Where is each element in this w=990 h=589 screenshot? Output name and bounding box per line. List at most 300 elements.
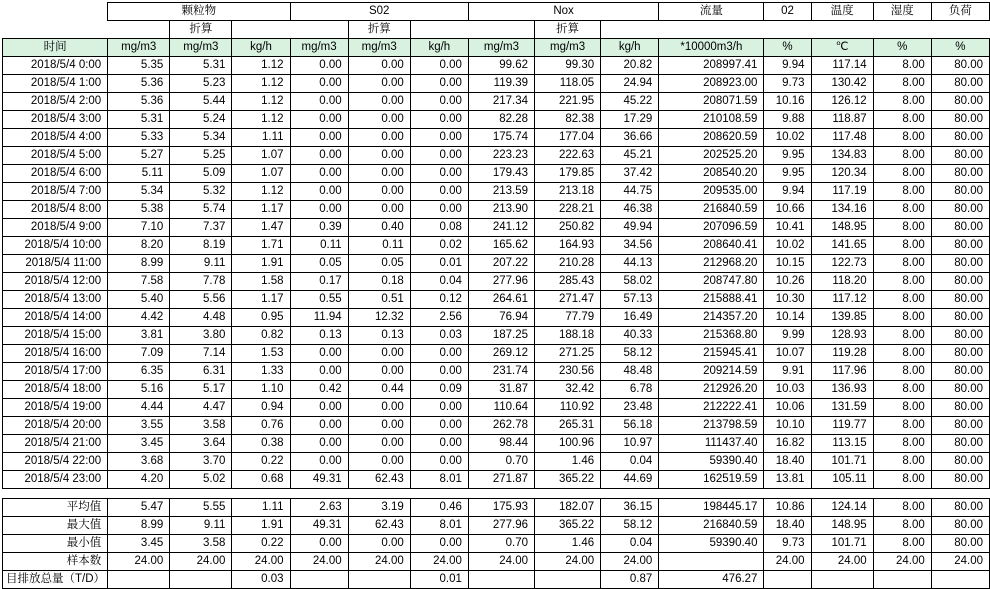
summary-row — [3, 499, 990, 517]
cell-value: 134.83 — [811, 147, 873, 165]
header-sub-converted-2: 折算 — [535, 21, 601, 39]
summary-cell: 0.46 — [410, 499, 468, 517]
cell-value: 0.00 — [410, 165, 468, 183]
header-corner-cell — [3, 3, 108, 21]
cell-value: 165.62 — [468, 237, 534, 255]
header-unit-3: mg/m3 — [290, 39, 348, 57]
cell-value: 8.00 — [873, 75, 931, 93]
summary-cell: 24.00 — [108, 553, 170, 571]
summary-cell: 3.45 — [108, 535, 170, 553]
summary-cell: 24.00 — [410, 553, 468, 571]
cell-value: 1.10 — [232, 381, 290, 399]
table-row — [3, 291, 990, 309]
table-row — [3, 399, 990, 417]
total-label: 目排放总量（T/D） — [3, 571, 108, 589]
cell-value: 24.94 — [601, 75, 659, 93]
cell-value: 101.71 — [811, 453, 873, 471]
cell-value: 8.00 — [873, 345, 931, 363]
cell-value: 0.44 — [348, 381, 410, 399]
cell-value: 1.58 — [232, 273, 290, 291]
row-time: 2018/5/4 13:00 — [3, 291, 108, 309]
cell-value: 208071.59 — [659, 93, 764, 111]
cell-value: 208747.80 — [659, 273, 764, 291]
header-sub-spacer — [873, 21, 931, 39]
cell-value: 8.00 — [873, 399, 931, 417]
cell-value: 9.95 — [764, 165, 811, 183]
cell-value: 44.69 — [601, 471, 659, 489]
cell-value: 1.12 — [232, 75, 290, 93]
cell-value: 207096.59 — [659, 219, 764, 237]
table-row — [3, 93, 990, 111]
cell-value: 208640.41 — [659, 237, 764, 255]
cell-value: 10.10 — [764, 417, 811, 435]
summary-cell: 18.40 — [764, 517, 811, 535]
cell-value: 80.00 — [931, 183, 989, 201]
cell-value: 6.78 — [601, 381, 659, 399]
total-cell — [170, 571, 232, 589]
row-time: 2018/5/4 1:00 — [3, 75, 108, 93]
summary-cell: 59390.40 — [659, 535, 764, 553]
cell-value: 80.00 — [931, 381, 989, 399]
cell-value: 179.43 — [468, 165, 534, 183]
cell-value: 0.00 — [348, 75, 410, 93]
header-sub-row — [3, 21, 990, 39]
row-time: 2018/5/4 11:00 — [3, 255, 108, 273]
header-sub-spacer — [232, 21, 290, 39]
cell-value: 4.20 — [108, 471, 170, 489]
cell-value: 0.00 — [410, 201, 468, 219]
cell-value: 0.00 — [348, 453, 410, 471]
cell-value: 10.41 — [764, 219, 811, 237]
cell-value: 1.71 — [232, 237, 290, 255]
cell-value: 4.44 — [108, 399, 170, 417]
cell-value: 36.66 — [601, 129, 659, 147]
cell-value: 0.70 — [468, 453, 534, 471]
total-cell: 0.87 — [601, 571, 659, 589]
cell-value: 8.19 — [170, 237, 232, 255]
cell-value: 117.14 — [811, 57, 873, 75]
table-row — [3, 255, 990, 273]
cell-value: 0.00 — [348, 129, 410, 147]
summary-cell: 24.00 — [931, 553, 989, 571]
header-unit-11: ℃ — [811, 39, 873, 57]
cell-value: 58.02 — [601, 273, 659, 291]
cell-value: 188.18 — [535, 327, 601, 345]
cell-value: 4.42 — [108, 309, 170, 327]
cell-value: 1.53 — [232, 345, 290, 363]
cell-value: 5.36 — [108, 93, 170, 111]
cell-value: 9.94 — [764, 183, 811, 201]
cell-value: 0.00 — [410, 417, 468, 435]
cell-value: 10.14 — [764, 309, 811, 327]
header-unit-1: mg/m3 — [170, 39, 232, 57]
header-unit-8: kg/h — [601, 39, 659, 57]
header-group-4: 02 — [764, 3, 811, 21]
cell-value: 208540.20 — [659, 165, 764, 183]
cell-value: 18.40 — [764, 453, 811, 471]
cell-value: 5.40 — [108, 291, 170, 309]
cell-value: 119.28 — [811, 345, 873, 363]
cell-value: 80.00 — [931, 453, 989, 471]
summary-cell: 1.46 — [535, 535, 601, 553]
header-group-6: 湿度 — [873, 3, 931, 21]
cell-value: 126.12 — [811, 93, 873, 111]
cell-value: 7.37 — [170, 219, 232, 237]
cell-value: 8.00 — [873, 327, 931, 345]
table-row — [3, 381, 990, 399]
cell-value: 0.01 — [410, 255, 468, 273]
cell-value: 0.39 — [290, 219, 348, 237]
summary-cell — [659, 553, 764, 571]
cell-value: 3.64 — [170, 435, 232, 453]
cell-value: 117.12 — [811, 291, 873, 309]
total-cell — [535, 571, 601, 589]
cell-value: 7.10 — [108, 219, 170, 237]
spacer-cell — [468, 489, 534, 499]
cell-value: 0.05 — [290, 255, 348, 273]
cell-value: 117.96 — [811, 363, 873, 381]
cell-value: 1.07 — [232, 147, 290, 165]
cell-value: 9.88 — [764, 111, 811, 129]
cell-value: 0.00 — [410, 345, 468, 363]
cell-value: 3.81 — [108, 327, 170, 345]
spacer-cell — [764, 489, 811, 499]
cell-value: 113.15 — [811, 435, 873, 453]
cell-value: 0.00 — [290, 165, 348, 183]
cell-value: 9.94 — [764, 57, 811, 75]
cell-value: 128.93 — [811, 327, 873, 345]
cell-value: 0.00 — [290, 345, 348, 363]
cell-value: 7.09 — [108, 345, 170, 363]
header-sub-spacer — [290, 21, 348, 39]
row-time: 2018/5/4 20:00 — [3, 417, 108, 435]
header-sub-converted-0: 折算 — [170, 21, 232, 39]
cell-value: 217.34 — [468, 93, 534, 111]
header-group-7: 负荷 — [931, 3, 989, 21]
cell-value: 0.95 — [232, 309, 290, 327]
cell-value: 119.77 — [811, 417, 873, 435]
cell-value: 1.07 — [232, 165, 290, 183]
cell-value: 10.16 — [764, 93, 811, 111]
cell-value: 10.15 — [764, 255, 811, 273]
cell-value: 8.00 — [873, 255, 931, 273]
row-time: 2018/5/4 3:00 — [3, 111, 108, 129]
table-row — [3, 165, 990, 183]
cell-value: 213.90 — [468, 201, 534, 219]
cell-value: 0.09 — [410, 381, 468, 399]
cell-value: 5.31 — [170, 57, 232, 75]
row-time: 2018/5/4 17:00 — [3, 363, 108, 381]
cell-value: 0.00 — [290, 57, 348, 75]
cell-value: 0.17 — [290, 273, 348, 291]
cell-value: 213798.59 — [659, 417, 764, 435]
cell-value: 98.44 — [468, 435, 534, 453]
cell-value: 8.00 — [873, 435, 931, 453]
total-cell: 0.03 — [232, 571, 290, 589]
cell-value: 0.00 — [348, 345, 410, 363]
cell-value: 0.00 — [348, 417, 410, 435]
cell-value: 0.38 — [232, 435, 290, 453]
cell-value: 0.00 — [290, 183, 348, 201]
cell-value: 80.00 — [931, 111, 989, 129]
total-cell: 476.27 — [659, 571, 764, 589]
cell-value: 0.05 — [348, 255, 410, 273]
cell-value: 6.31 — [170, 363, 232, 381]
header-unit-2: kg/h — [232, 39, 290, 57]
cell-value: 46.38 — [601, 201, 659, 219]
cell-value: 175.74 — [468, 129, 534, 147]
cell-value: 37.42 — [601, 165, 659, 183]
cell-value: 0.00 — [410, 75, 468, 93]
cell-value: 208620.59 — [659, 129, 764, 147]
header-sub-spacer — [601, 21, 659, 39]
table-row — [3, 327, 990, 345]
summary-cell: 5.47 — [108, 499, 170, 517]
header-unit-7: mg/m3 — [535, 39, 601, 57]
cell-value: 0.04 — [601, 453, 659, 471]
table-row — [3, 453, 990, 471]
cell-value: 230.56 — [535, 363, 601, 381]
cell-value: 99.62 — [468, 57, 534, 75]
header-group-0: 颗粒物 — [108, 3, 290, 21]
summary-cell: 0.22 — [232, 535, 290, 553]
summary-cell: 24.00 — [348, 553, 410, 571]
cell-value: 139.85 — [811, 309, 873, 327]
summary-label: 最小值 — [3, 535, 108, 553]
cell-value: 82.38 — [535, 111, 601, 129]
cell-value: 5.02 — [170, 471, 232, 489]
header-unit-13: % — [931, 39, 989, 57]
cell-value: 80.00 — [931, 399, 989, 417]
summary-label: 最大值 — [3, 517, 108, 535]
cell-value: 265.31 — [535, 417, 601, 435]
summary-cell: 24.00 — [468, 553, 534, 571]
header-time-label: 时间 — [3, 39, 108, 57]
summary-cell: 0.04 — [601, 535, 659, 553]
table-row — [3, 417, 990, 435]
spacer-cell — [931, 489, 989, 499]
table-row — [3, 471, 990, 489]
cell-value: 62.43 — [348, 471, 410, 489]
cell-value: 3.58 — [170, 417, 232, 435]
cell-value: 212222.41 — [659, 399, 764, 417]
cell-value: 44.13 — [601, 255, 659, 273]
row-time: 2018/5/4 4:00 — [3, 129, 108, 147]
cell-value: 49.94 — [601, 219, 659, 237]
cell-value: 10.07 — [764, 345, 811, 363]
summary-cell: 58.12 — [601, 517, 659, 535]
cell-value: 0.00 — [290, 201, 348, 219]
summary-cell: 80.00 — [931, 499, 989, 517]
cell-value: 212968.20 — [659, 255, 764, 273]
cell-value: 8.00 — [873, 453, 931, 471]
cell-value: 8.00 — [873, 291, 931, 309]
summary-cell: 0.00 — [410, 535, 468, 553]
spacer-cell — [535, 489, 601, 499]
cell-value: 1.47 — [232, 219, 290, 237]
summary-cell: 9.11 — [170, 517, 232, 535]
cell-value: 122.73 — [811, 255, 873, 273]
cell-value: 214357.20 — [659, 309, 764, 327]
cell-value: 0.18 — [348, 273, 410, 291]
cell-value: 0.00 — [348, 111, 410, 129]
cell-value: 130.42 — [811, 75, 873, 93]
cell-value: 10.03 — [764, 381, 811, 399]
summary-cell: 9.73 — [764, 535, 811, 553]
row-time: 2018/5/4 6:00 — [3, 165, 108, 183]
cell-value: 5.34 — [170, 129, 232, 147]
cell-value: 6.35 — [108, 363, 170, 381]
cell-value: 5.35 — [108, 57, 170, 75]
summary-cell: 277.96 — [468, 517, 534, 535]
summary-cell: 216840.59 — [659, 517, 764, 535]
cell-value: 8.00 — [873, 417, 931, 435]
table-row — [3, 345, 990, 363]
cell-value: 0.08 — [410, 219, 468, 237]
cell-value: 221.95 — [535, 93, 601, 111]
cell-value: 8.00 — [873, 273, 931, 291]
cell-value: 8.99 — [108, 255, 170, 273]
spacer-cell — [290, 489, 348, 499]
cell-value: 5.23 — [170, 75, 232, 93]
cell-value: 100.96 — [535, 435, 601, 453]
cell-value: 80.00 — [931, 129, 989, 147]
cell-value: 213.59 — [468, 183, 534, 201]
cell-value: 119.39 — [468, 75, 534, 93]
cell-value: 131.59 — [811, 399, 873, 417]
cell-value: 5.34 — [108, 183, 170, 201]
cell-value: 1.12 — [232, 111, 290, 129]
cell-value: 0.03 — [410, 327, 468, 345]
cell-value: 0.12 — [410, 291, 468, 309]
cell-value: 0.00 — [348, 57, 410, 75]
cell-value: 9.95 — [764, 147, 811, 165]
cell-value: 118.05 — [535, 75, 601, 93]
cell-value: 12.32 — [348, 309, 410, 327]
cell-value: 0.22 — [232, 453, 290, 471]
cell-value: 207.22 — [468, 255, 534, 273]
cell-value: 0.51 — [348, 291, 410, 309]
spacer-cell — [659, 489, 764, 499]
cell-value: 213.18 — [535, 183, 601, 201]
row-time: 2018/5/4 12:00 — [3, 273, 108, 291]
cell-value: 1.11 — [232, 129, 290, 147]
cell-value: 0.00 — [410, 183, 468, 201]
cell-value: 0.42 — [290, 381, 348, 399]
header-group-3: 流量 — [659, 3, 764, 21]
row-time: 2018/5/4 8:00 — [3, 201, 108, 219]
summary-cell: 24.00 — [811, 553, 873, 571]
cell-value: 250.82 — [535, 219, 601, 237]
cell-value: 8.20 — [108, 237, 170, 255]
cell-value: 44.75 — [601, 183, 659, 201]
cell-value: 8.00 — [873, 57, 931, 75]
summary-cell: 365.22 — [535, 517, 601, 535]
cell-value: 271.47 — [535, 291, 601, 309]
summary-cell: 1.91 — [232, 517, 290, 535]
summary-cell: 124.14 — [811, 499, 873, 517]
table-row — [3, 201, 990, 219]
cell-value: 0.00 — [290, 453, 348, 471]
cell-value: 9.91 — [764, 363, 811, 381]
table-row — [3, 219, 990, 237]
cell-value: 5.11 — [108, 165, 170, 183]
cell-value: 4.48 — [170, 309, 232, 327]
summary-row — [3, 517, 990, 535]
cell-value: 80.00 — [931, 255, 989, 273]
summary-cell: 8.01 — [410, 517, 468, 535]
row-time: 2018/5/4 7:00 — [3, 183, 108, 201]
spacer-cell — [348, 489, 410, 499]
summary-cell: 148.95 — [811, 517, 873, 535]
summary-cell: 24.00 — [535, 553, 601, 571]
summary-cell: 80.00 — [931, 517, 989, 535]
spacer-cell — [232, 489, 290, 499]
cell-value: 8.00 — [873, 309, 931, 327]
cell-value: 5.17 — [170, 381, 232, 399]
cell-value: 0.13 — [348, 327, 410, 345]
cell-value: 0.55 — [290, 291, 348, 309]
cell-value: 17.29 — [601, 111, 659, 129]
cell-value: 111437.40 — [659, 435, 764, 453]
cell-value: 0.04 — [410, 273, 468, 291]
cell-value: 0.02 — [410, 237, 468, 255]
cell-value: 77.79 — [535, 309, 601, 327]
cell-value: 8.00 — [873, 237, 931, 255]
cell-value: 0.94 — [232, 399, 290, 417]
total-cell — [290, 571, 348, 589]
cell-value: 5.25 — [170, 147, 232, 165]
cell-value: 0.00 — [348, 201, 410, 219]
cell-value: 118.20 — [811, 273, 873, 291]
table-row — [3, 147, 990, 165]
cell-value: 5.38 — [108, 201, 170, 219]
spreadsheet-report — [0, 2, 990, 585]
cell-value: 80.00 — [931, 345, 989, 363]
row-time: 2018/5/4 5:00 — [3, 147, 108, 165]
cell-value: 48.48 — [601, 363, 659, 381]
cell-value: 76.94 — [468, 309, 534, 327]
table-row — [3, 435, 990, 453]
cell-value: 1.46 — [535, 453, 601, 471]
cell-value: 80.00 — [931, 273, 989, 291]
header-group-1: S02 — [290, 3, 468, 21]
cell-value: 0.00 — [410, 453, 468, 471]
cell-value: 59390.40 — [659, 453, 764, 471]
cell-value: 0.00 — [410, 147, 468, 165]
row-time: 2018/5/4 10:00 — [3, 237, 108, 255]
cell-value: 141.65 — [811, 237, 873, 255]
cell-value: 8.00 — [873, 111, 931, 129]
cell-value: 264.61 — [468, 291, 534, 309]
cell-value: 8.01 — [410, 471, 468, 489]
row-time: 2018/5/4 0:00 — [3, 57, 108, 75]
cell-value: 1.12 — [232, 57, 290, 75]
cell-value: 16.49 — [601, 309, 659, 327]
spacer-cell — [601, 489, 659, 499]
table-row — [3, 75, 990, 93]
cell-value: 80.00 — [931, 471, 989, 489]
cell-value: 7.78 — [170, 273, 232, 291]
cell-value: 0.00 — [290, 417, 348, 435]
cell-value: 10.06 — [764, 399, 811, 417]
cell-value: 0.00 — [348, 93, 410, 111]
summary-cell: 1.11 — [232, 499, 290, 517]
summary-cell: 5.55 — [170, 499, 232, 517]
header-sub-spacer — [764, 21, 811, 39]
cell-value: 5.32 — [170, 183, 232, 201]
cell-value: 32.42 — [535, 381, 601, 399]
